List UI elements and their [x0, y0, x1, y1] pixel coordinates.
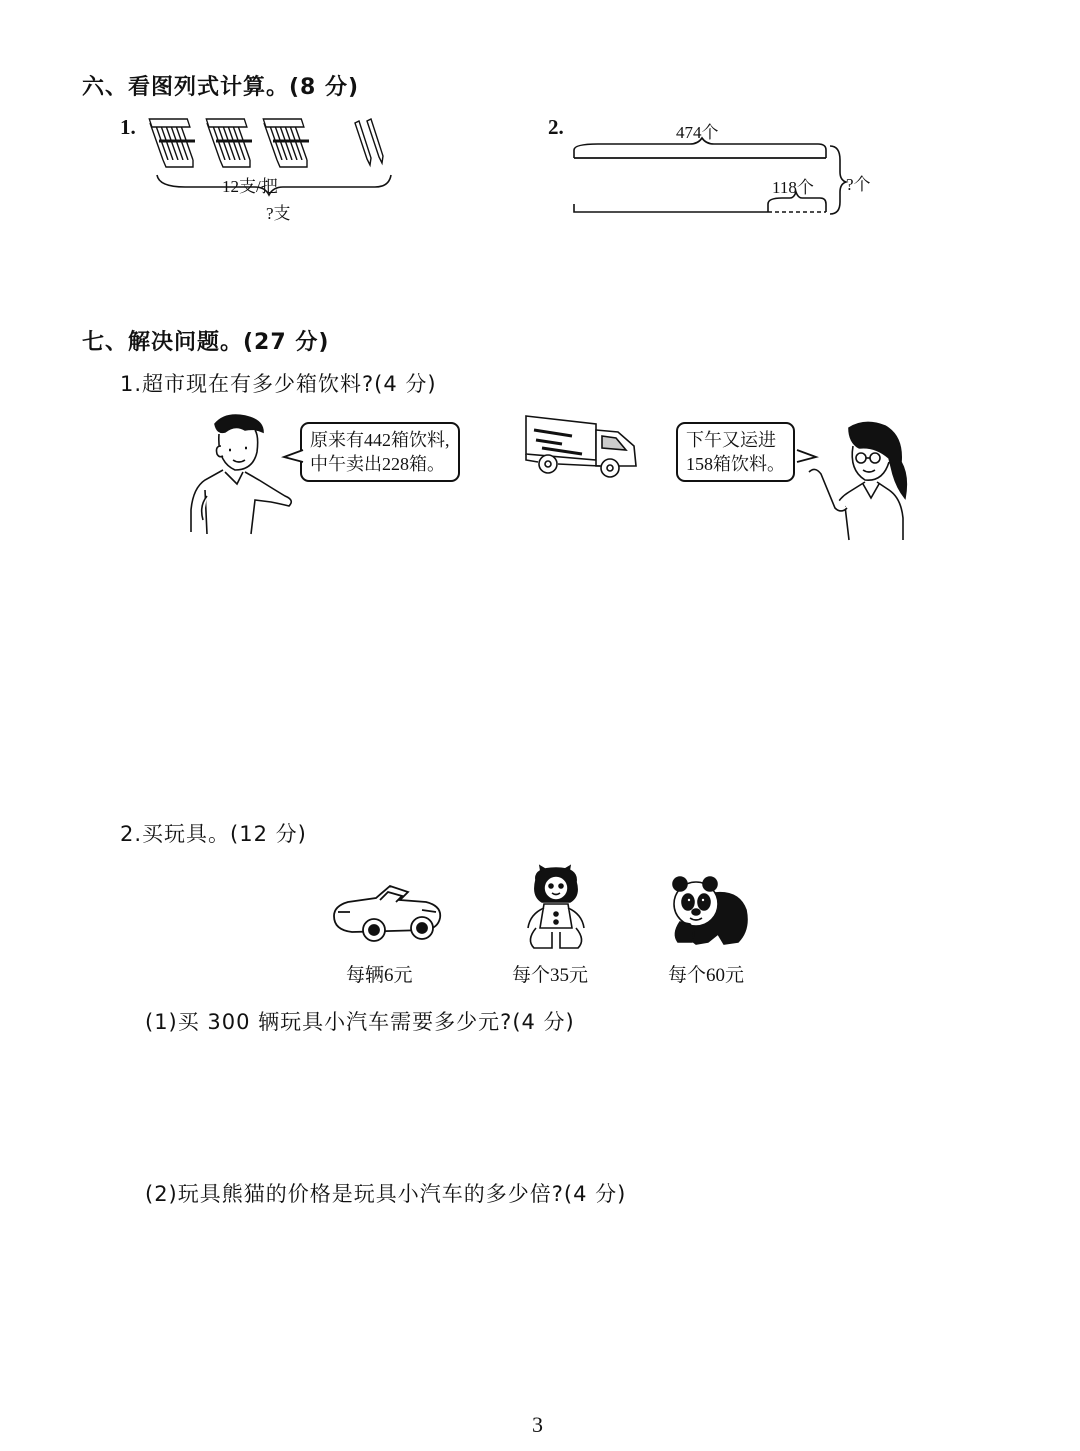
segment-diagram	[568, 130, 858, 225]
total-label: ?个	[846, 175, 871, 194]
problem-2-number: 2.	[548, 115, 564, 139]
toy-doll-price: 每个35元	[512, 965, 589, 986]
toy-doll-icon	[522, 862, 590, 954]
loose-pencils-icon	[355, 119, 383, 165]
boy-speech-line-2: 中午卖出228箱。	[310, 454, 445, 474]
toy-panda-icon	[668, 874, 752, 948]
bubble-tail-left-icon	[282, 448, 304, 464]
problem-1-number: 1.	[120, 115, 136, 139]
total-pencils-label: ?支	[266, 204, 291, 223]
pencil-bundle-2-icon	[206, 119, 252, 167]
question-1-title: 1.超市现在有多少箱饮料?(4 分)	[120, 372, 437, 396]
girl-speech-bubble	[676, 422, 795, 482]
sub-question-2: (2)玩具熊猫的价格是玩具小汽车的多少倍?(4 分)	[145, 1182, 627, 1206]
truck-icon	[522, 410, 642, 480]
difference-label: 118个	[772, 178, 814, 197]
boy-speech-line-1: 原来有442箱饮料,	[310, 430, 450, 450]
toy-car-icon	[330, 882, 445, 944]
boy-speech-bubble	[300, 422, 460, 482]
toy-panda-price: 每个60元	[668, 965, 745, 986]
question-2-title: 2.买玩具。(12 分)	[120, 822, 307, 846]
page-number: 3	[532, 1412, 543, 1437]
girl-speech-line-2: 158箱饮料。	[686, 454, 785, 474]
sub-question-1: (1)买 300 辆玩具小汽车需要多少元?(4 分)	[145, 1010, 575, 1034]
section-7-title: 七、解决问题。(27 分)	[82, 330, 330, 355]
boy-icon	[185, 410, 295, 540]
toy-car-price: 每辆6元	[346, 965, 413, 986]
top-segment-label: 474个	[676, 123, 719, 142]
pencil-bundle-1-icon	[149, 119, 195, 167]
girl-icon	[805, 418, 915, 543]
section-6-title: 六、看图列式计算。(8 分)	[82, 75, 360, 100]
per-bundle-label: 12支/把	[222, 177, 278, 196]
pencil-bundle-3-icon	[263, 119, 309, 167]
girl-speech-line-1: 下午又运进	[686, 430, 776, 450]
